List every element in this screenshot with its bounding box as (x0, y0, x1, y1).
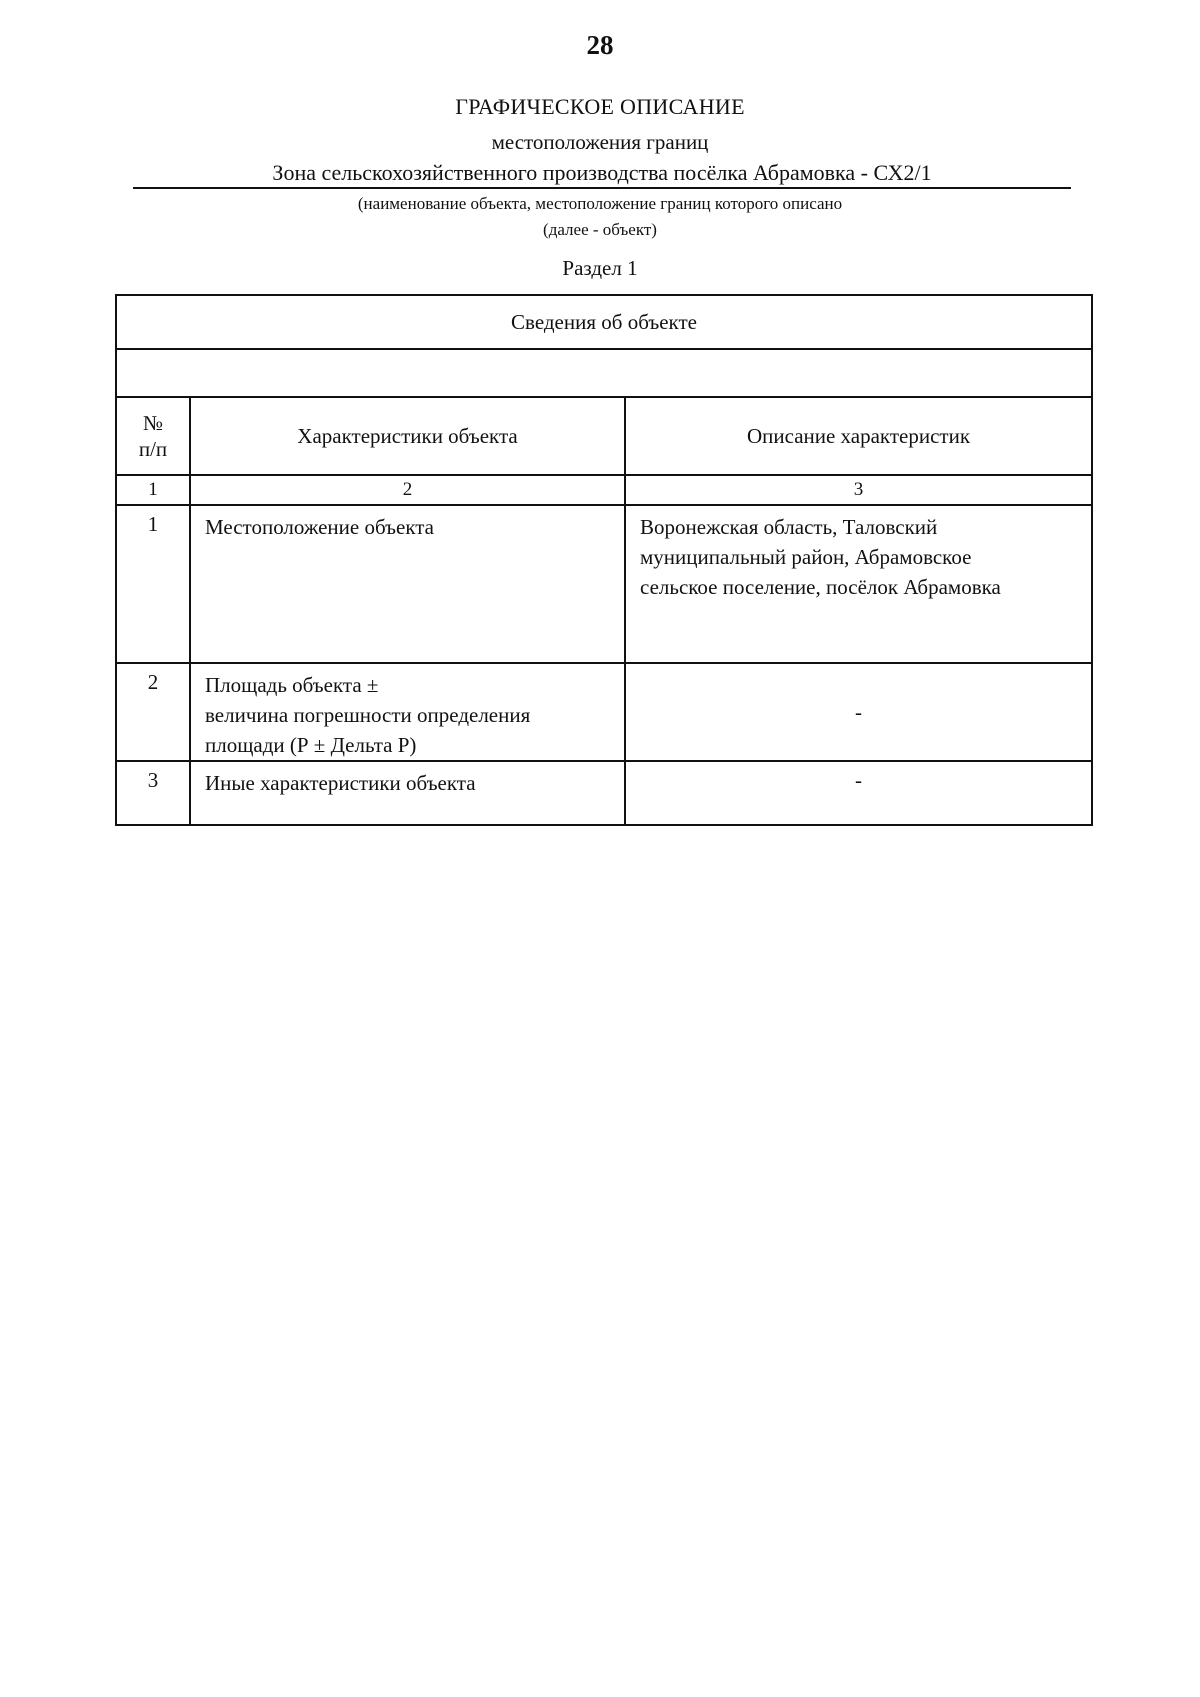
column-index-2: 2 (190, 475, 625, 505)
object-name-note-line1: (наименование объекта, местоположение границ которого описано (357, 194, 843, 213)
document-title: ГРАФИЧЕСКОЕ ОПИСАНИЕ (455, 94, 745, 119)
row-number: 2 (116, 663, 190, 761)
row-description-line: муниципальный район, Абрамовское (640, 545, 972, 569)
table-blank-row (116, 349, 1092, 397)
table-row (116, 761, 1092, 825)
row-number: 1 (116, 505, 190, 663)
column-header-num (116, 397, 190, 475)
row-characteristic-line: величина погрешности определения (205, 703, 531, 727)
column-header-description: Описание характеристик (625, 397, 1092, 475)
table-row (116, 663, 1092, 761)
column-index-1: 1 (116, 475, 190, 505)
object-info-table (115, 294, 1093, 826)
section-label: Раздел 1 (562, 256, 638, 280)
row-description: - (625, 761, 1092, 825)
row-description-line: Воронежская область, Таловский (640, 515, 938, 539)
table-row (116, 505, 1092, 663)
row-characteristic: Иные характеристики объекта (190, 761, 625, 825)
object-name: Зона сельскохозяйственного производства посёлка Абрамовка - СХ2/1 (133, 160, 1071, 189)
column-header-characteristic: Характеристики объекта (190, 397, 625, 475)
column-index-row (116, 475, 1092, 505)
table-header: Сведения об объекте (116, 295, 1092, 349)
row-description (625, 505, 1092, 663)
row-description-line: сельское поселение, посёлок Абрамовка (640, 575, 1001, 599)
column-header-num-line2: п/п (138, 437, 168, 461)
column-header-num-line1: № (142, 411, 164, 435)
column-index-3: 3 (625, 475, 1092, 505)
document-subtitle: местоположения границ (491, 130, 709, 154)
row-description: - (625, 663, 1092, 761)
row-characteristic (190, 663, 625, 761)
row-characteristic-line: площади (Р ± Дельта Р) (205, 733, 417, 757)
row-characteristic-line: Площадь объекта ± (205, 673, 379, 697)
page-number: 28 (586, 30, 614, 60)
object-name-note-line2: (далее - объект) (543, 220, 657, 239)
row-characteristic: Местоположение объекта (190, 505, 625, 663)
row-number: 3 (116, 761, 190, 825)
column-header-row (116, 397, 1092, 475)
